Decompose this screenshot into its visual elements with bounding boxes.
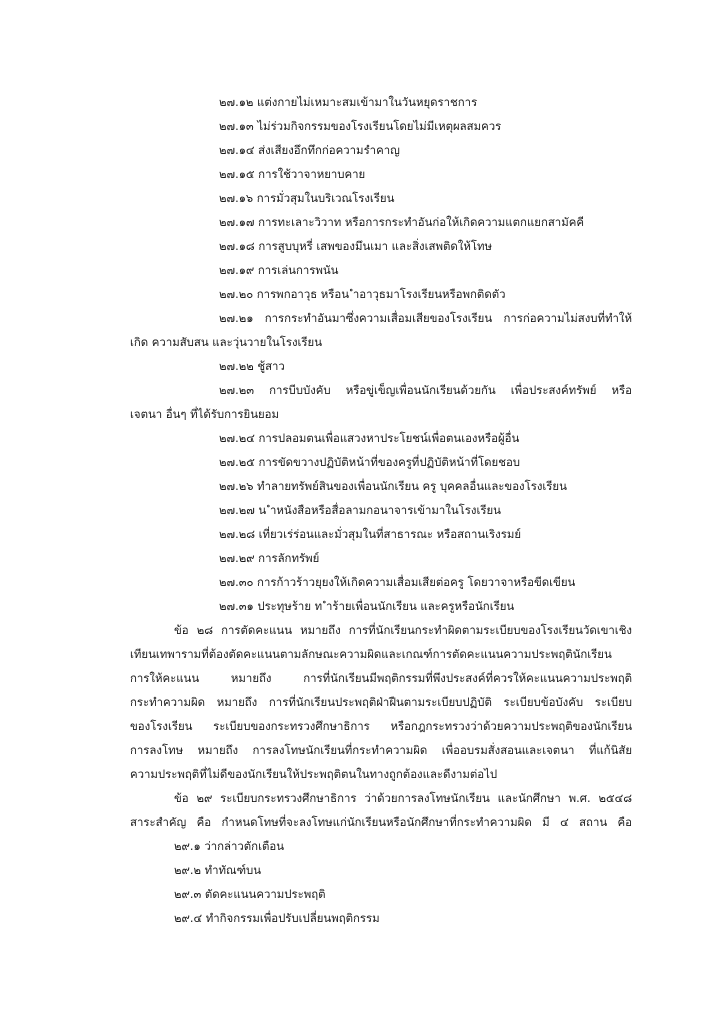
item-27-29: ๒๗.๒๙ การลักทรัพย์	[219, 551, 320, 565]
item-27-21-line1: ๒๗.๒๑ การกระทำอันมาซึ่งความเสื่อมเสียของโรงเรียน การก่อความไม่สงบที่ทำให้	[219, 311, 632, 325]
item-27-15: ๒๗.๑๕ การใช้วาจาหยาบคาย	[219, 167, 366, 181]
item-27-12: ๒๗.๑๒ แต่งกายไม่เหมาะสมเข้ามาในวันหยุดราชการ	[219, 95, 478, 109]
item-27-21-line2: เกิด ความสับสน และวุ่นวายในโรงเรียน	[130, 335, 322, 349]
item-27-18: ๒๗.๑๘ การสูบบุหรี่ เสพของมึนเมา และสิ่งเสพติดให้โทษ	[219, 239, 492, 253]
item-27-31: ๒๗.๓๑ ประทุษร้าย ท ำร้ายเพื่อนนักเรียน และครูหรือนักเรียน	[219, 599, 515, 613]
item-27-16: ๒๗.๑๖ การมั่วสุมในบริเวณโรงเรียน	[219, 191, 395, 205]
item-29-1: ๒๙.๑ ว่ากล่าวตักเตือน	[174, 839, 284, 853]
clause-29-line1: ข้อ ๒๙ ระเบียบกระทรวงศึกษาธิการ ว่าด้วยการลงโทษนักเรียน และนักศึกษา พ.ศ. ๒๕๔๘	[174, 791, 632, 805]
item-29-4: ๒๙.๔ ทำกิจกรรมเพื่อปรับเปลี่ยนพฤติกรรม	[174, 911, 380, 925]
clause-28-line6: การลงโทษ หมายถึง การลงโทษนักเรียนที่กระทำความผิด เพื่ออบรมสั่งสอนและเจตนา ที่แก้นิสัย	[130, 743, 632, 757]
item-27-22: ๒๗.๒๒ ชู้สาว	[219, 359, 285, 373]
clause-28-line5: ของโรงเรียน ระเบียบของกระทรวงศึกษาธิการ หรือกฎกระทรวงว่าด้วยความประพฤติของนักเรียน	[130, 719, 632, 733]
item-27-19: ๒๗.๑๙ การเล่นการพนัน	[219, 263, 339, 277]
item-27-28: ๒๗.๒๘ เที่ยวเร่ร่อนและมั่วสุมในที่สาธารณะ หรือสถานเริงรมย์	[219, 527, 521, 541]
item-29-2: ๒๙.๒ ทำทัณฑ์บน	[174, 863, 262, 877]
item-27-27: ๒๗.๒๗ น ำหนังสือหรือสื่อลามกอนาจารเข้ามาในโรงเรียน	[219, 503, 501, 517]
clause-28-line1: ข้อ ๒๘ การตัดคะแนน หมายถึง การที่นักเรียนกระทำผิดตามระเบียบของโรงเรียนวัดเขาเชิง	[174, 623, 632, 637]
item-27-24: ๒๗.๒๔ การปลอมตนเพื่อแสวงหาประโยชน์เพื่อตนเองหรือผู้อื่น	[219, 431, 520, 445]
clause-28-line2: เทียนเทพารามที่ต้องตัดคะแนนตามลักษณะความผิดและเกณฑ์การตัดคะแนนความประพฤตินักเรียน	[130, 647, 612, 661]
item-29-3: ๒๙.๓ ตัดคะแนนความประพฤติ	[174, 887, 326, 901]
item-27-23-line1: ๒๗.๒๓ การบีบบังคับ หรือขู่เข็ญเพื่อนนักเรียนด้วยกัน เพื่อประสงค์ทรัพย์ หรือ	[219, 383, 632, 397]
item-27-17: ๒๗.๑๗ การทะเลาะวิวาท หรือการกระทำอันก่อให้เกิดความแตกแยกสามัคคี	[219, 215, 584, 229]
clause-29-line2: สาระสำคัญ คือ กำหนดโทษที่จะลงโทษแก่นักเรียนหรือนักศึกษาที่กระทำความผิด มี ๔ สถาน คือ	[130, 815, 632, 829]
clause-28-line4: กระทำความผิด หมายถึง การที่นักเรียนประพฤติฝ่าฝืนตามระเบียบปฏิบัติ ระเบียบข้อบังคับ ระเบียบ	[130, 695, 632, 709]
item-27-13: ๒๗.๑๓ ไม่ร่วมกิจกรรมของโรงเรียนโดยไม่มีเหตุผลสมควร	[219, 119, 502, 133]
clause-28-line3: การให้คะแนน หมายถึง การที่นักเรียนมีพฤติกรรมที่พึงประสงค์ที่ควรให้คะแนนความประพฤติ	[130, 671, 632, 685]
item-27-20: ๒๗.๒๐ การพกอาวุธ หรือน ำอาวุธมาโรงเรียนหรือพกติดตัว	[219, 287, 506, 301]
item-27-14: ๒๗.๑๔ ส่งเสียงอึกทึกก่อความรำคาญ	[219, 143, 400, 157]
clause-28-line7: ความประพฤติที่ไม่ดีของนักเรียนให้ประพฤติตนในทางถูกต้องและดีงามต่อไป	[130, 767, 498, 781]
item-27-23-line2: เจตนา อื่นๆ ที่ได้รับการยินยอม	[130, 407, 280, 421]
item-27-30: ๒๗.๓๐ การก้าวร้าวยุยงให้เกิดความเสื่อมเสียต่อครู โดยวาจาหรือขีดเขียน	[219, 575, 576, 589]
item-27-25: ๒๗.๒๕ การขัดขวางปฏิบัติหน้าที่ของครูที่ปฏิบัติหน้าที่โดยชอบ	[219, 455, 521, 469]
item-27-26: ๒๗.๒๖ ทำลายทรัพย์สินของเพื่อนนักเรียน ครู บุคคลอื่นและของโรงเรียน	[219, 479, 567, 493]
